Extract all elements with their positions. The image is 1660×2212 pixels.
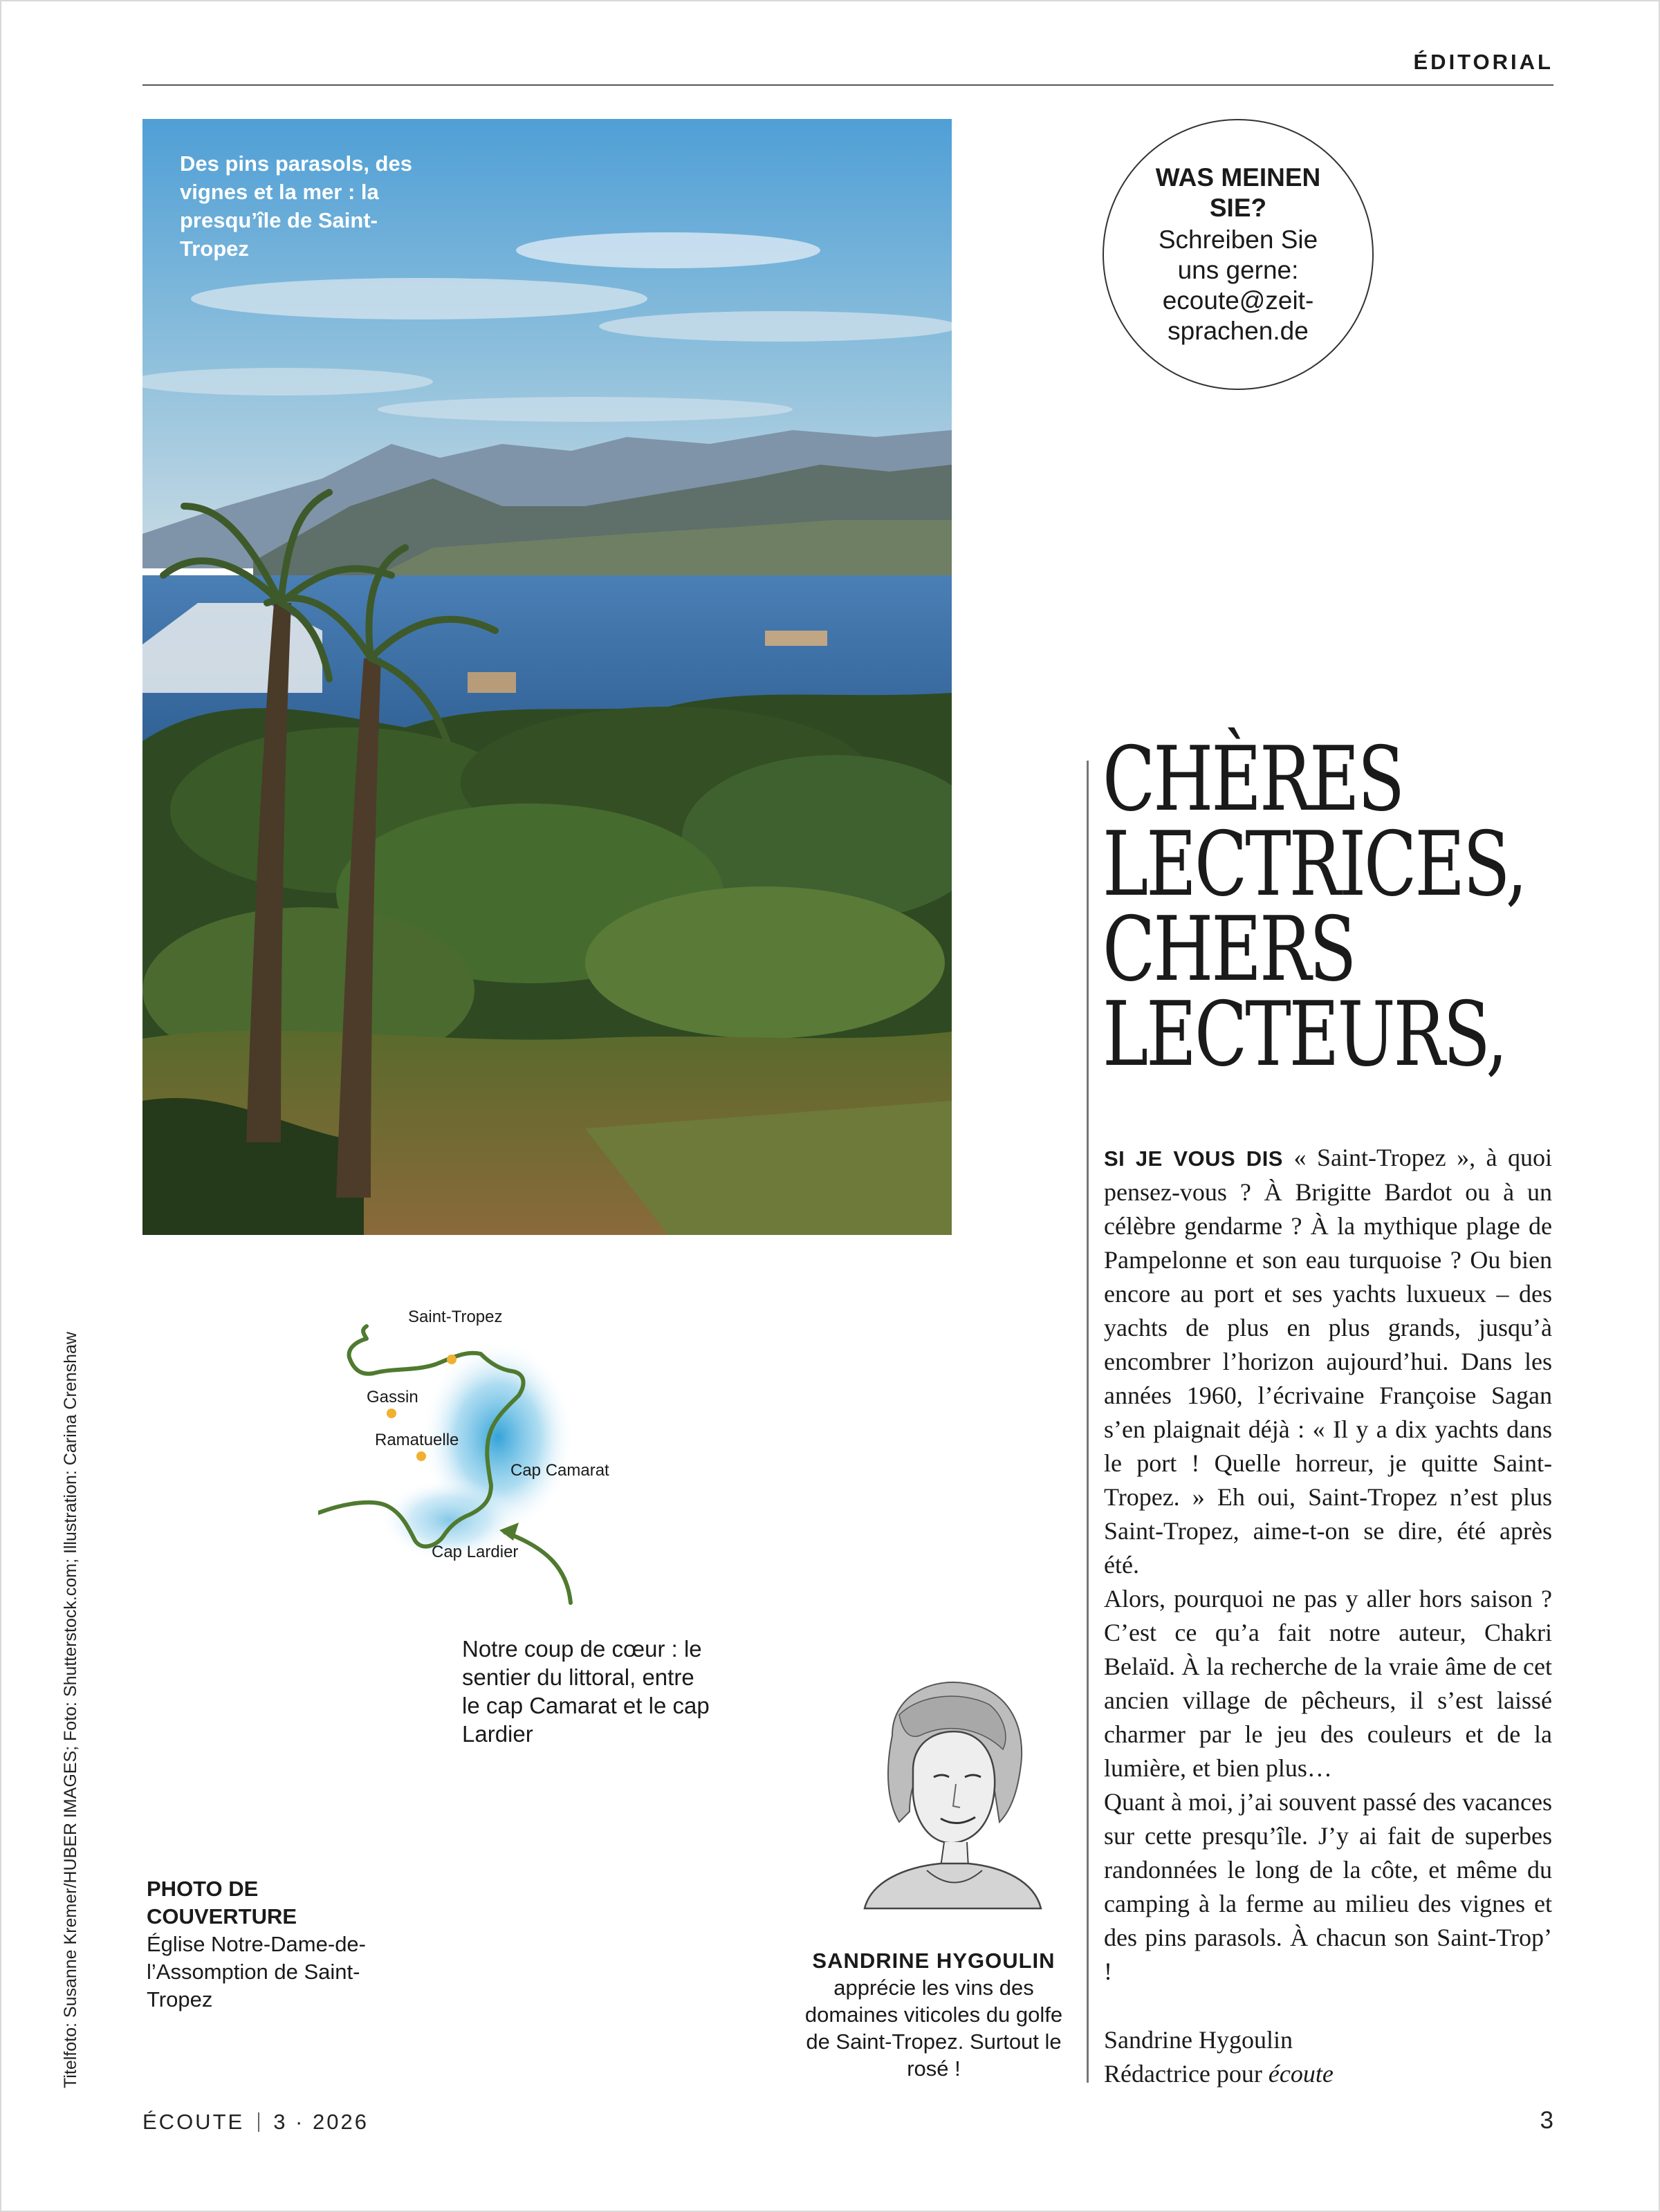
label-gassin: Gassin bbox=[367, 1388, 418, 1406]
headline-line-1: CHÈRES bbox=[1103, 728, 1403, 831]
cover-title: PHOTO DE COUVERTURE bbox=[147, 1877, 297, 1928]
lead-in: SI JE VOUS DIS bbox=[1104, 1146, 1283, 1171]
saint-tropez-dot bbox=[447, 1355, 456, 1364]
ramatuelle-dot bbox=[416, 1451, 426, 1461]
headline bbox=[1103, 728, 1526, 1086]
signature-name: Sandrine Hygoulin bbox=[1104, 2026, 1293, 2054]
headline-line-3: CHERS bbox=[1103, 898, 1355, 1001]
cover-photo-note bbox=[147, 1875, 382, 2014]
bubble-title: WAS MEINEN SIE? bbox=[1155, 163, 1321, 222]
bubble-body: Schreiben Sie uns gerne: ecoute@zeit-sprachen.de bbox=[1158, 225, 1318, 345]
peninsula-map bbox=[318, 1292, 706, 1617]
map-caption: Notre coup de cœur : le sentier du littoral, entre le cap Camarat et le cap Lardier bbox=[462, 1636, 710, 1747]
editorial-body bbox=[1104, 1141, 1552, 1989]
gassin-dot bbox=[387, 1409, 396, 1418]
paragraph-3: Quant à moi, j’ai souvent passé des vacances sur cette presqu’île. J’y ai fait de superbes randonnées le long de la côte, et même du camping à la ferme au milieu des vignes et des pins parasols. À chacun son Saint-Trop’ ! bbox=[1104, 1788, 1552, 1985]
label-saint-tropez: Saint-Tropez bbox=[408, 1308, 503, 1326]
portrait-name: SANDRINE HYGOULIN bbox=[812, 1949, 1055, 1973]
feedback-bubble bbox=[1103, 119, 1374, 390]
label-cap-lardier: Cap Lardier bbox=[432, 1543, 519, 1561]
portrait-caption bbox=[795, 1947, 1072, 2082]
signature-role: Rédactrice pour bbox=[1104, 2060, 1262, 2088]
header-rule bbox=[142, 84, 1553, 86]
footer-issue: 3 · 2026 bbox=[273, 2110, 369, 2134]
column-rule bbox=[1087, 761, 1089, 2083]
landscape-photo bbox=[142, 119, 952, 1235]
footer-separator bbox=[258, 2112, 259, 2132]
paragraph-1 bbox=[1104, 1141, 1552, 1582]
author-portrait bbox=[844, 1673, 1058, 1922]
photo-credit: Titelfoto: Susanne Kremer/HUBER IMAGES; Foto: Shutterstock.com; Illustration: Carina Crenshaw bbox=[61, 1332, 80, 2088]
cover-text: Église Notre-Dame-de-l’Assomption de Saint-Tropez bbox=[147, 1932, 366, 2011]
portrait-text: apprécie les vins des domaines viticoles du golfe de Saint-Tropez. Surtout le rosé ! bbox=[804, 1976, 1063, 2081]
paragraph-2: Alors, pourquoi ne pas y aller hors saison ? C’est ce qu’a fait notre auteur, Chakri Belaïd. À la recherche de la vraie âme de cet ancien village de pêcheurs, il s’est laissé charmer par le jeu des couleurs et de la lumière, et bien plus… bbox=[1104, 1585, 1552, 1782]
page-number: 3 bbox=[1540, 2107, 1553, 2134]
label-ramatuelle: Ramatuelle bbox=[375, 1431, 459, 1449]
signature bbox=[1104, 2023, 1552, 2091]
headline-line-4: LECTEURS, bbox=[1103, 983, 1506, 1086]
signature-role-line bbox=[1104, 2057, 1552, 2091]
headline-line-2: LECTRICES, bbox=[1103, 813, 1526, 916]
photo-caption: Des pins parasols, des vignes et la mer : la presqu’île de Saint-Tropez bbox=[180, 151, 412, 261]
section-label: ÉDITORIAL bbox=[1413, 50, 1553, 74]
paragraph-1-text: « Saint-Tropez », à quoi pensez-vous ? À Brigitte Bardot ou à un célèbre gendarme ? À la mythique plage de Pampelonne et son eau turquoise ? Ou bien encore au port et ses yachts luxueux – des yachts de plus en plus grands, jusqu’à encombrer l’horizon aujourd’hui. Dans les années 1960, l’écrivaine Françoise Sagan s’en plaignait déjà : « Il y a dix yachts dans le port ! Quelle horreur, je quitte Saint-Tropez. » Eh oui, Saint-Tropez n’est plus Saint-Tropez, aime-t-on se dire, été après été. bbox=[1104, 1144, 1553, 1579]
footer-magazine: ÉCOUTE bbox=[142, 2110, 245, 2134]
footer-masthead bbox=[142, 2110, 369, 2135]
signature-magazine: écoute bbox=[1268, 2060, 1334, 2088]
label-cap-camarat: Cap Camarat bbox=[510, 1461, 609, 1480]
